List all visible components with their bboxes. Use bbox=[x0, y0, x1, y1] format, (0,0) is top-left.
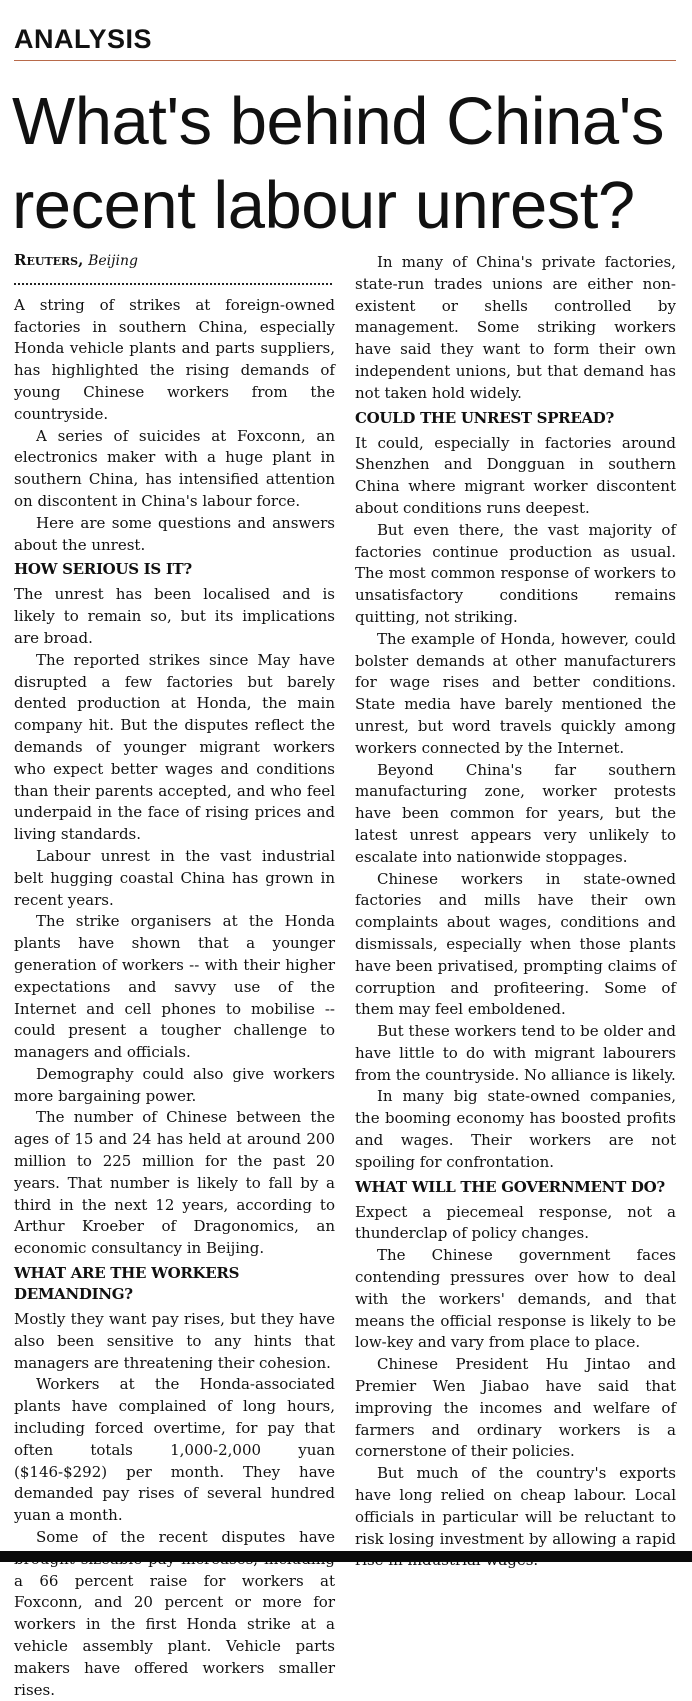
paragraph: But even there, the vast majority of factories continue production as usual. The most common response of workers to unsatisfactory conditions remains quitting, not striking. bbox=[355, 520, 676, 626]
article-column-left bbox=[14, 250, 335, 1701]
paragraph: Chinese workers in state-owned factories and mills have their own complaints about wages, conditions and dismissals, especially when those plants have been privatised, prompting claims of corruption and profiteering. Some of them may feel emboldened. bbox=[355, 869, 676, 1019]
page-bottom-bar bbox=[0, 1551, 692, 1562]
paragraph: Expect a piecemeal response, not a thunderclap of policy changes. bbox=[355, 1202, 676, 1243]
paragraph: But much of the country's exports have long relied on cheap labour. Local officials in particular will be reluctant to risk losing investment by allowing a rapid bbox=[355, 1464, 676, 1548]
paragraph: It could, especially in factories around Shenzhen and Dongguan in southern China where migrant worker discontent about conditions runs deepest. bbox=[355, 433, 676, 517]
subheading: HOW SERIOUS IS IT? bbox=[14, 560, 192, 579]
right-column-body bbox=[355, 252, 676, 1572]
byline-agency: Reuters, bbox=[14, 251, 84, 269]
subheading: WHAT ARE THE WORKERS DEMANDING? bbox=[14, 1264, 240, 1304]
paragraph: A string of strikes at foreign-owned factories in southern China, especially Honda vehicle plants and parts suppliers, has highlighted the rising demands of young Chinese workers from the countryside. bbox=[14, 295, 335, 423]
paragraph: The number of Chinese between the ages of 15 and 24 has held at around 200 million to 225 million for the past 20 years. That number is likely to fall by a third in the next 12 years, according to Arthur Kroeber of Dragonomics, an economic consultancy in Beijing. bbox=[14, 1108, 335, 1258]
paragraph: The reported strikes since May have disrupted a few factories but barely dented production at Honda, the main company hit. But the disputes reflect the demands of younger migrant workers who expect better wages and conditions than their parents accepted, and who feel underpaid in the face of rising prices and living standards. bbox=[14, 650, 335, 844]
paragraph: Some of the recent disputes have a 66 percent raise for workers at Foxconn, and 20 percent or more for workers in the first Honda strike at a vehicle assembly plant. Vehicle parts makers have offered workers smaller rises. bbox=[14, 1528, 335, 1699]
dotted-divider bbox=[14, 283, 332, 285]
paragraph: But these workers tend to be older and have little to do with migrant labourers from the countryside. No alliance is likely. bbox=[355, 1022, 676, 1084]
subheading: WHAT WILL THE GOVERNMENT DO? bbox=[355, 1177, 665, 1196]
headline: What's behind China's recent labour unrest? bbox=[12, 84, 664, 243]
paragraph: A series of suicides at Foxconn, an electronics maker with a huge plant in southern China, has intensified attention on discontent in China's labour force. bbox=[14, 426, 335, 510]
paragraph: The Chinese government faces contending pressures over how to deal with the workers' demands, and that means the official response is likely to be low-key and vary from place to place. bbox=[355, 1246, 676, 1352]
left-column-body bbox=[14, 295, 335, 1701]
paragraph: Mostly they want pay rises, but they have also been sensitive to any hints that managers are threatening their cohesion. bbox=[14, 1310, 335, 1372]
paragraph: The example of Honda, however, could bolster demands at other manufacturers for wage rises and better conditions. State media have barely mentioned the unrest, but word travels quickly among workers connected by the Internet. bbox=[355, 629, 676, 757]
paragraph: Beyond China's far southern manufacturing zone, worker protests have been common for years, but the latest unrest appears very unlikely to escalate into nationwide stoppages. bbox=[355, 760, 676, 866]
paragraph: Labour unrest in the vast industrial belt hugging coastal China has grown in recent years. bbox=[14, 846, 335, 909]
byline bbox=[14, 250, 335, 273]
paragraph: Workers at the Honda-associated plants have complained of long hours, including forced overtime, for pay that often totals 1,000-2,000 yuan ($146-$292) per month. They have demanded pay rises of several hundred yuan a month. bbox=[14, 1375, 335, 1525]
paragraph: Here are some questions and answers about the unrest. bbox=[14, 513, 335, 554]
section-label: ANALYSIS bbox=[14, 24, 153, 54]
byline-city: Beijing bbox=[88, 253, 138, 269]
section-rule bbox=[14, 60, 676, 61]
paragraph: In many big state-owned companies, the booming economy has boosted profits and wages. Their workers are not spoiling for confrontation. bbox=[355, 1087, 676, 1171]
paragraph: The strike organisers at the Honda plants have shown that a younger generation of workers -- with their higher expectations and savvy use of the Internet and cell phones to mobilise -- could present a tougher challenge to managers and officials. bbox=[14, 912, 335, 1062]
paragraph: The unrest has been localised and is likely to remain so, but its implications are broad. bbox=[14, 585, 335, 647]
paragraph: In many of China's private factories, state-run trades unions are either non-existent or shells controlled by management. Some striking workers have said they want to form their own independent unions, but that demand has not taken hold widely. bbox=[355, 253, 676, 402]
paragraph: Chinese President Hu Jintao and Premier Wen Jiabao have said that improving the incomes and welfare of farmers and ordinary workers is a cornerstone of their policies. bbox=[355, 1355, 676, 1461]
subheading: COULD THE UNREST SPREAD? bbox=[355, 408, 615, 427]
article-column-right bbox=[355, 252, 676, 1572]
paragraph: Demography could also give workers more bargaining power. bbox=[14, 1064, 335, 1105]
